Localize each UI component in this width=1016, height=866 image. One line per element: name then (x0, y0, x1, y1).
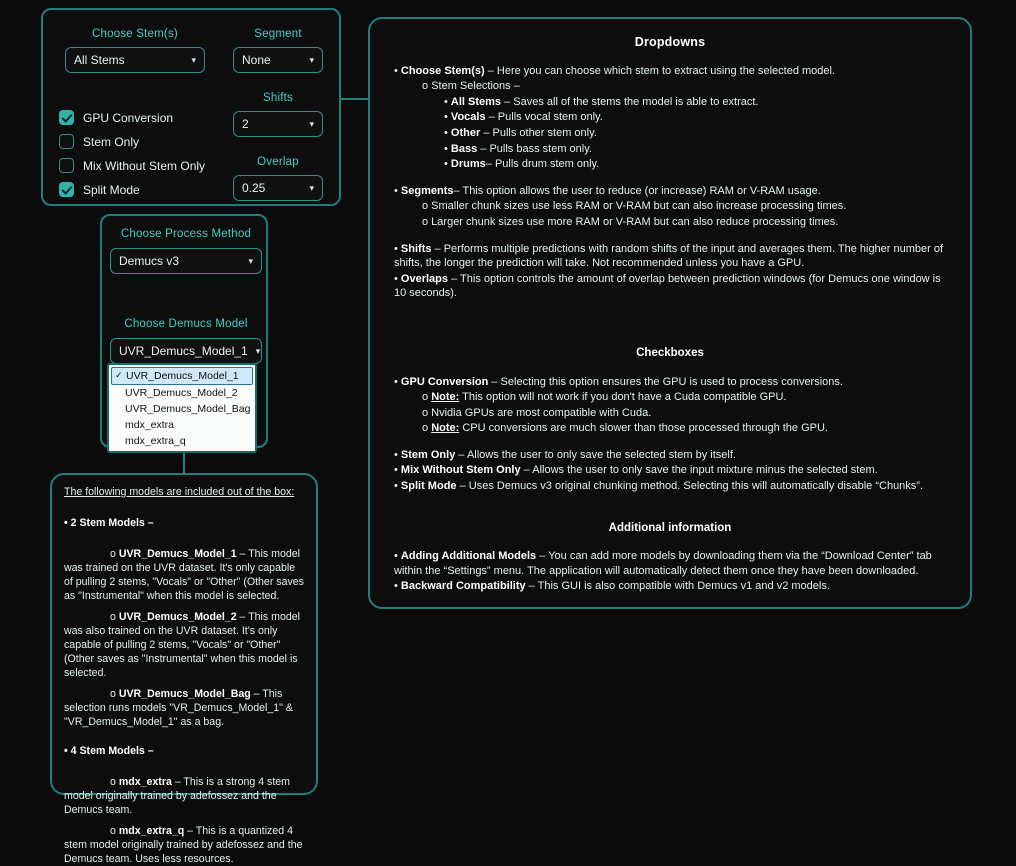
shifts-label: Shifts (263, 92, 293, 104)
shifts-dropdown[interactable] (233, 111, 323, 137)
checkbox-label-gpu-conversion: GPU Conversion (83, 110, 174, 125)
chevron-down-icon: ▾ (309, 118, 314, 129)
checkbox-gpu-conversion[interactable] (59, 110, 74, 125)
doc-segments-sub1: o Smaller chunk sizes use less RAM or V-RAM but can also increase processing times. (422, 200, 847, 213)
doc-adding-models: • Adding Additional Models – You can add more models by downloading them via the “Download Center” tab within the “Settings” menu. The application will automatically detect them once they have been downloaded. (394, 550, 932, 577)
process-method-label: Choose Process Method (120, 228, 252, 240)
stems-group (65, 28, 205, 73)
shifts-group (233, 92, 323, 137)
checkbox-label-stem-only: Stem Only (83, 134, 140, 149)
controls-panel (41, 8, 341, 206)
shifts-value: 2 (242, 117, 249, 131)
doc-stem-bass: • Bass – Pulls bass stem only. (444, 142, 592, 155)
doc-mix-without-stem-only: • Mix Without Stem Only – Allows the user to only save the input mixture minus the selected stem. (394, 464, 878, 477)
doc-gpu-conversion: • GPU Conversion – Selecting this option ensures the GPU is used to process conversions. (394, 375, 843, 388)
doc-overlaps: • Overlaps – This option controls the amount of overlap between prediction windows (for Demucs one window is 10 seconds). (394, 272, 941, 300)
chevron-down-icon: ▾ (191, 54, 196, 65)
connector-controls-to-docs (341, 98, 368, 100)
chevron-down-icon: ▾ (255, 345, 261, 356)
checkbox-row-split-mode[interactable] (59, 182, 205, 197)
checkbox-stem-only[interactable] (59, 134, 74, 149)
four-stem-heading: • 4 Stem Models – (64, 745, 154, 757)
checkbox-label-mix-without-stem-only: Mix Without Stem Only (83, 158, 206, 173)
stems-value: All Stems (74, 53, 125, 67)
demucs-model-option-2[interactable]: UVR_Demucs_Model_Bag (125, 403, 251, 415)
doc-segments: • Segments– This option allows the user to reduce (or increase) RAM or V-RAM usage. (394, 184, 821, 197)
doc-split-mode: • Split Mode – Uses Demucs v3 original chunking method. Selecting this will automatically disable “Chunks”. (394, 480, 924, 493)
chevron-down-icon: ▾ (309, 182, 314, 193)
checkbox-label-split-mode: Split Mode (83, 182, 140, 197)
documentation-panel (368, 17, 972, 609)
overlap-group (233, 156, 323, 201)
doc-stem-all: • All Stems – Saves all of the stems the model is able to extract. (444, 95, 759, 108)
process-method-dropdown[interactable] (110, 248, 262, 274)
doc-gpu-note1: o Note: This option will not work if you don't have a Cuda compatible GPU. (422, 391, 787, 404)
segment-label: Segment (254, 28, 302, 40)
chevron-down-icon: ▾ (309, 54, 314, 65)
checkbox-row-stem-only[interactable] (59, 134, 205, 149)
doc-stem-other: • Other – Pulls other stem only. (444, 126, 597, 139)
checkboxes-heading: Checkboxes (636, 346, 704, 359)
checkbox-group (59, 110, 205, 206)
stems-label: Choose Stem(s) (92, 28, 178, 40)
checkbox-row-mix-without-stem-only[interactable] (59, 158, 205, 173)
segment-dropdown[interactable] (233, 47, 323, 73)
doc-shifts: • Shifts – Performs multiple predictions with random shifts of the input and averages them. The higher number of shifts, the longer the prediction will take. Not recommended unless you have a GPU. (394, 242, 944, 270)
model-item-uvrbag: o UVR_Demucs_Model_Bag – This selection runs models "VR_Demucs_Model_1" & "VR_Demucs_Model_1" as a bag. (64, 688, 293, 728)
process-method-value: Demucs v3 (119, 254, 180, 268)
doc-segments-sub2: o Larger chunk sizes use more RAM or V-RAM but can also reduce processing times. (422, 215, 839, 228)
stems-dropdown[interactable] (65, 47, 205, 73)
models-info-title: The following models are included out of the box: (64, 486, 295, 498)
models-info-panel (50, 473, 318, 865)
model-item-uvr1: o UVR_Demucs_Model_1 – This model was trained on the UVR dataset. It's only capable of pulling 2 stems, "Vocals" or "Other" (Other saves as "Instrumental" when this model is selected. (64, 548, 304, 602)
dropdowns-heading: Dropdowns (634, 35, 706, 49)
doc-backward-compat: • Backward Compatibility – This GUI is also compatible with Demucs v1 and v2 models. (394, 580, 830, 593)
overlap-value: 0.25 (242, 181, 266, 195)
model-item-uvr2: o UVR_Demucs_Model_2 – This model was also trained on the UVR dataset. It's only capable of pulling 2 stems, "Vocals" or "Other" (Other saves as "Instrumental" when this model is selected. (64, 611, 301, 679)
demucs-model-value: UVR_Demucs_Model_1 (119, 344, 248, 358)
doc-stem-drums: • Drums– Pulls drum stem only. (444, 158, 600, 171)
overlap-label: Overlap (257, 156, 299, 168)
demucs-model-dropdown[interactable] (110, 338, 262, 364)
doc-choose-stems: • Choose Stem(s) – Here you can choose which stem to extract using the selected model. (394, 64, 836, 77)
checkbox-mix-without-stem-only[interactable] (59, 158, 74, 173)
doc-gpu-note2: o Note: CPU conversions are much slower than those processed through the GPU. (422, 422, 828, 435)
overlap-dropdown[interactable] (233, 175, 323, 201)
demucs-model-option-4[interactable]: mdx_extra_q (125, 435, 186, 447)
doc-stem-vocals: • Vocals – Pulls vocal stem only. (444, 111, 603, 124)
demucs-model-group (110, 318, 262, 364)
process-method-group (110, 228, 262, 274)
checkbox-row-gpu-conversion[interactable] (59, 110, 205, 125)
doc-stem-only: • Stem Only – Allows the user to only save the selected stem by itself. (394, 448, 736, 461)
checkbox-split-mode[interactable] (59, 182, 74, 197)
two-stem-heading: • 2 Stem Models – (64, 517, 154, 529)
model-item-mdx-extra-q: o mdx_extra_q – This is a quantized 4 stem model originally trained by adefossez and the Demucs team. Uses less resources. (64, 825, 303, 865)
model-item-mdx-extra: o mdx_extra – This is a strong 4 stem model originally trained by adefossez and the Demucs team. (64, 776, 290, 816)
demucs-model-option-3[interactable]: mdx_extra (125, 419, 175, 431)
additional-information-heading: Additional information (608, 521, 732, 534)
doc-gpu-sub2: o Nvidia GPUs are most compatible with Cuda. (422, 406, 652, 419)
demucs-model-label: Choose Demucs Model (124, 318, 248, 330)
segment-group (233, 28, 323, 73)
doc-stem-selections-label: o Stem Selections – (422, 80, 520, 93)
demucs-model-option-list[interactable] (107, 363, 257, 453)
segment-value: None (242, 53, 271, 67)
demucs-model-option-0[interactable]: ✓ UVR_Demucs_Model_1 (111, 367, 253, 385)
chevron-down-icon: ▾ (248, 255, 253, 266)
demucs-model-option-1[interactable]: UVR_Demucs_Model_2 (125, 387, 238, 399)
